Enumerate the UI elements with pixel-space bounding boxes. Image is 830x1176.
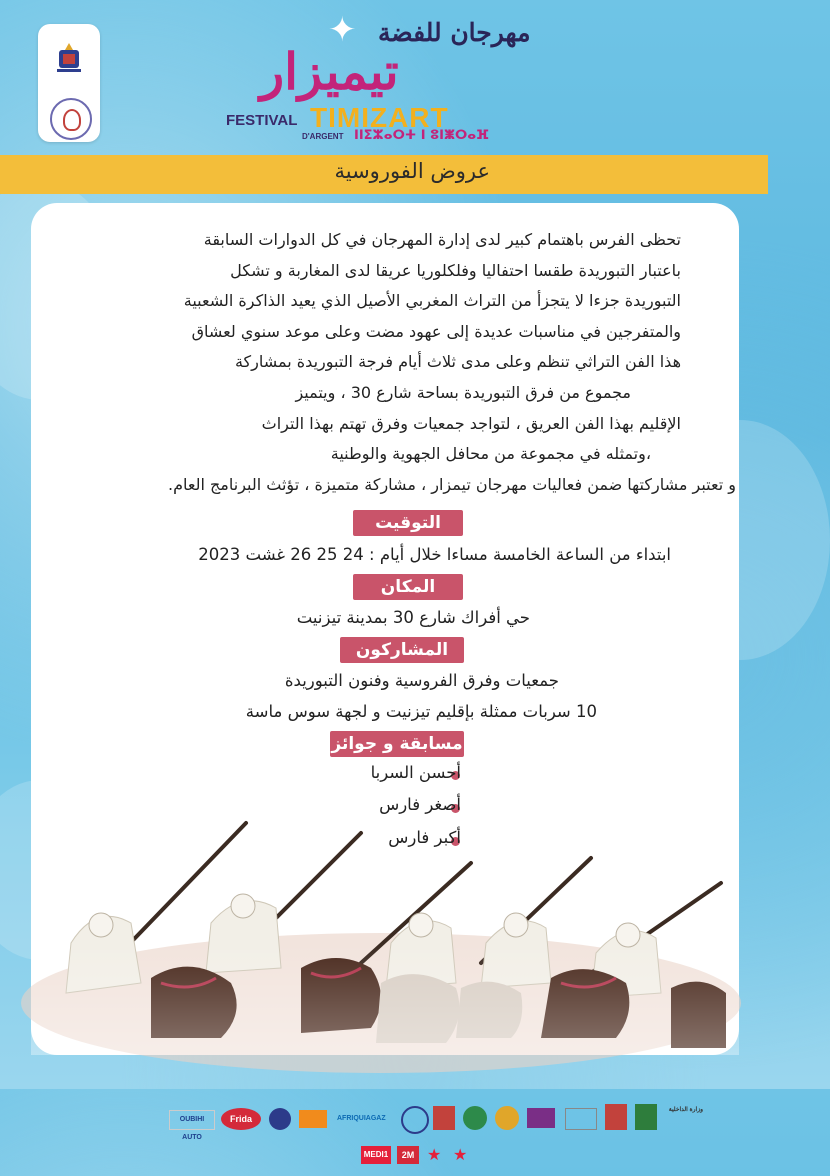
- province-crest-icon: [55, 42, 83, 76]
- content-card: [31, 203, 739, 1164]
- place-text: حي أفراك شارع 30 بمدينة تيزنيت: [296, 608, 530, 627]
- prize-item: أحسن السربا: [370, 763, 461, 782]
- intro-line: باعتبار التبوريدة طقسا احتفاليا وفلكلوريا عريقا لدى المغاربة و تشكل: [230, 260, 681, 280]
- participants-line: جمعيات وفرق الفروسية وفنون التبوريدة: [284, 671, 559, 690]
- sponsor-coat-of-arms-icon: [605, 1104, 627, 1130]
- sparkle-icon: ✦: [328, 10, 357, 50]
- sponsor-emblem-icon: [463, 1106, 487, 1130]
- place-label: المكان: [353, 574, 463, 600]
- intro-line: و تعتبر مشاركتها ضمن فعاليات مهرجان تيمزار ، مشاركة متميزة ، تؤثث البرنامج العام.: [167, 474, 736, 494]
- festival-tifinagh-title: ⵏⵏⵉⵣⴰⵔⵜ ⵏ ⵓⵏⵥⵔⴰⴼ: [354, 128, 490, 143]
- intro-line: ،وتمثله في مجموعة من محافل الجهوية والوطنية: [330, 444, 651, 464]
- intro-line: مجموع من فرق التبوريدة بساحة شارع 30 ، ويتميز: [295, 382, 631, 402]
- prizes-label: مسابقة و جوائز: [330, 731, 464, 757]
- partner-logos-panel: [38, 24, 100, 142]
- title-bar: [0, 155, 768, 194]
- intro-line: هذا الفن التراثي تنظم وعلى مدى ثلاث أيام فرجة التبوريدة بمشاركة: [234, 352, 681, 372]
- sponsor-2m-logo: 2M: [397, 1146, 419, 1164]
- participants-line: 10 سربات ممثلة بإقليم تيزنيت و لجهة سوس ماسة: [245, 702, 597, 721]
- sponsor-oubihi-logo: OUBIHI AUTO: [169, 1110, 215, 1130]
- intro-paragraph: [31, 225, 736, 500]
- festival-arabic-subtitle: مهرجان للفضة: [378, 18, 531, 47]
- festival-latin-title: TIMIZART: [310, 102, 449, 133]
- sponsor-emblem-icon: [495, 1106, 519, 1130]
- intro-line: والمتفرجين في مناسبات عديدة إلى عهود مضت وعلى موعد سنوي لعشاق: [191, 321, 681, 341]
- sponsor-ministry-logo: وزارة الداخلية: [668, 1107, 703, 1113]
- star-icon: ★: [453, 1145, 468, 1164]
- sponsor-strip: [161, 1098, 721, 1176]
- intro-line: تحظى الفرس باهتمام كبير لدى إدارة المهرجان في كل الدوارات السابقة: [203, 230, 681, 249]
- sponsor-mark-icon: [269, 1108, 291, 1130]
- prize-item: أصغر فارس: [379, 795, 461, 814]
- sponsor-frida-logo: Frida: [221, 1108, 261, 1130]
- sponsor-crest-icon: [433, 1106, 455, 1130]
- festival-dargent: D'ARGENT: [302, 132, 344, 141]
- intro-line: التبوريدة جزءا لا يتجزأ من التراث المغربي الأصيل الذي يعيد الذاكرة الشعبية: [183, 291, 681, 311]
- prize-item: أكبر فارس: [388, 828, 461, 847]
- participants-label: المشاركون: [340, 637, 464, 663]
- festival-label: FESTIVAL: [226, 112, 298, 129]
- sponsor-afriquia-logo: AFRIQUIAGAZ: [337, 1115, 386, 1122]
- festival-logo: [220, 10, 540, 150]
- star-icon: ★: [427, 1145, 442, 1164]
- timing-label: التوقيت: [353, 510, 463, 536]
- timing-text: ابتداء من الساعة الخامسة مساءا خلال أيام : 24 25 26 غشت 2023: [198, 545, 671, 564]
- sponsor-seal-icon: [401, 1106, 429, 1134]
- festival-arabic-title: تيميزار: [260, 42, 399, 101]
- sponsor-coat-of-arms-icon: [635, 1104, 657, 1130]
- horsemen-illustration: [31, 803, 739, 1055]
- intro-line: الإقليم بهذا الفن العريق ، لتواجد جمعيات وفرق تهتم بهذا التراث: [261, 413, 681, 433]
- sponsor-text-logo: [565, 1108, 597, 1130]
- municipal-seal-icon: [50, 98, 92, 140]
- page-title: عروض الفوروسية: [334, 159, 490, 183]
- sponsor-telecom-icon: [299, 1110, 327, 1128]
- sponsor-medi1-logo: MEDI1: [361, 1146, 391, 1164]
- sponsor-region-icon: [527, 1108, 555, 1128]
